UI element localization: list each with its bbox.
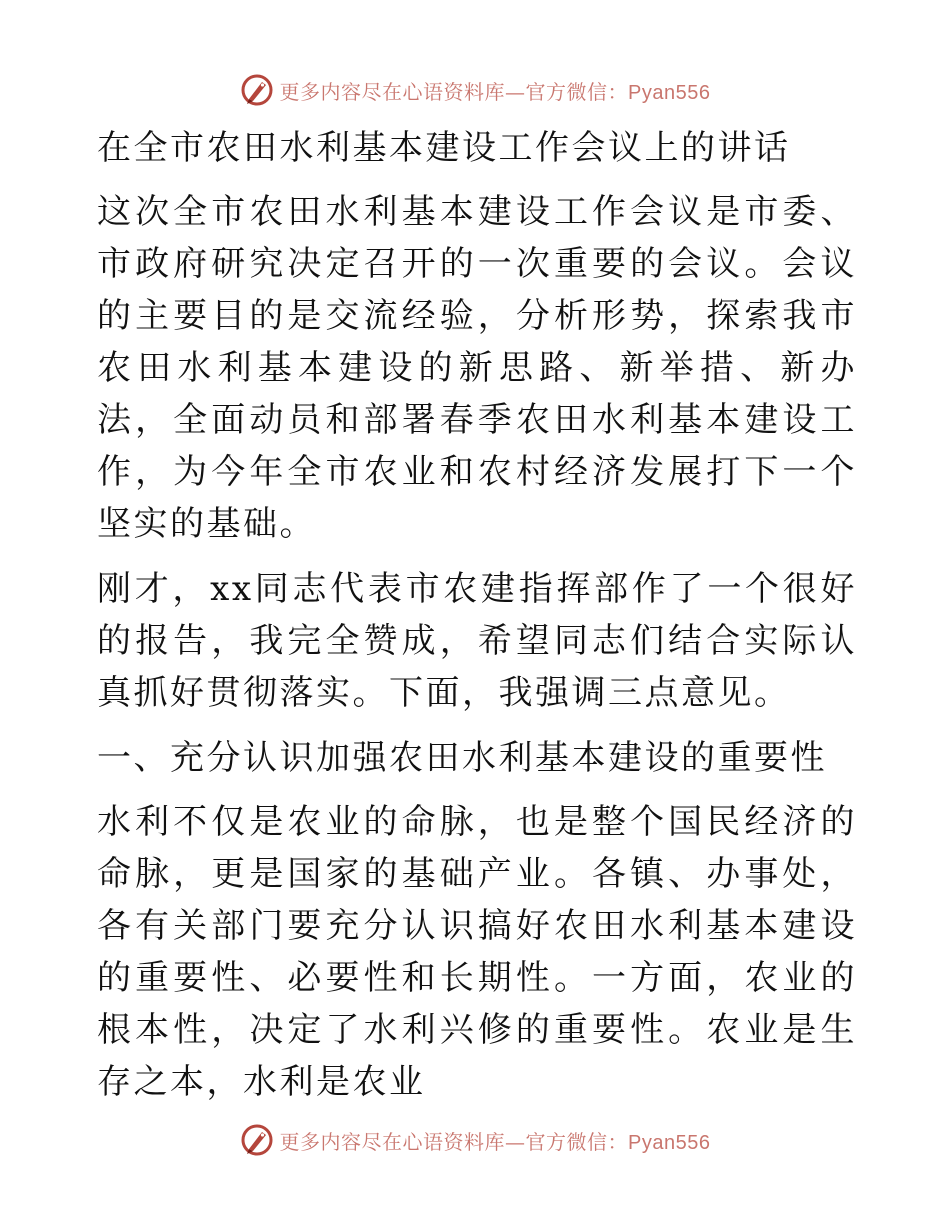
pen-logo-icon: [240, 1123, 274, 1157]
document-title: 在全市农田水利基本建设工作会议上的讲话: [97, 128, 791, 168]
paragraph-section-1: 水利不仅是农业的命脉，也是整个国民经济的命脉，更是国家的基础产业。各镇、办事处，各有关部门要充分认识搞好农田水利基本建设的重要性、必要性和长期性。一方面，农业的根本性，决定了水利兴修的重要性。农业是生存之本，水利是农业: [97, 802, 857, 1102]
watermark-footer: [0, 1120, 950, 1160]
watermark-wechat-id: Pyan556: [628, 1131, 711, 1154]
paragraph-opening: 这次全市农田水利基本建设工作会议是市委、市政府研究决定召开的一次重要的会议。会议的主要目的是交流经验，分析形势，探索我市农田水利基本建设的新思路、新举措、新办法，全面动员和部署春季农田水利基本建设工作，为今年全市农业和农村经济发展打下一个坚实的基础。: [97, 192, 857, 544]
watermark-text: 更多内容尽在心语资料库—官方微信：Pyan556: [279, 1129, 711, 1154]
watermark-wechat-id: Pyan556: [628, 81, 711, 104]
section-heading-1: 一、充分认识加强农田水利基本建设的重要性: [97, 738, 827, 778]
pen-logo-icon: [240, 73, 274, 107]
watermark-header: [0, 70, 950, 110]
document-body: [97, 122, 857, 1121]
paragraph-report: 刚才，xx同志代表市农建指挥部作了一个很好的报告，我完全赞成，希望同志们结合实际认真抓好贯彻落实。下面，我强调三点意见。: [97, 569, 857, 713]
watermark-text: 更多内容尽在心语资料库—官方微信：Pyan556: [279, 79, 711, 104]
